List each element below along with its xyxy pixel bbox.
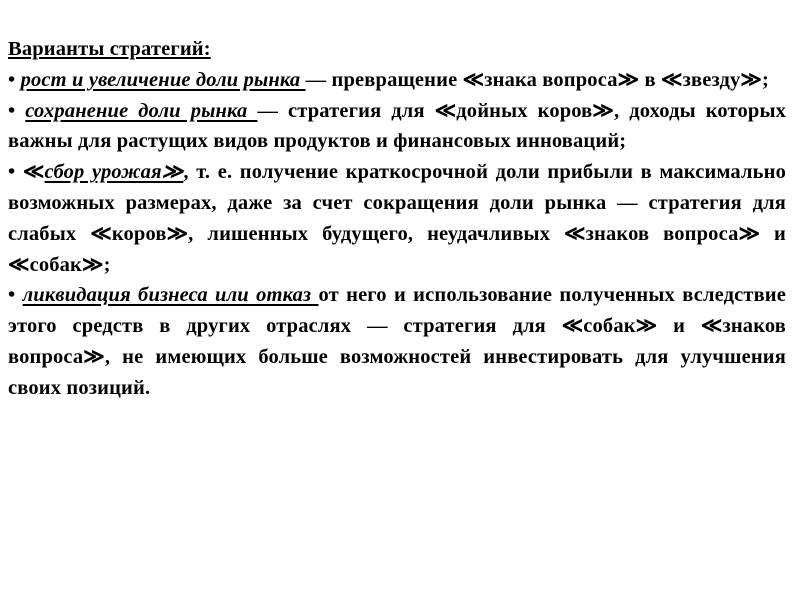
item-text: от него и использование полученных вследствие этого средств в других отраслях — стратегия для ≪собак≫ и ≪знаков вопроса≫, не имеющих больше возможностей инвестировать для улучшения своих позиций. <box>8 284 786 399</box>
bullet-prefix: • ≪ <box>8 161 45 184</box>
underlined-term: рост и увеличение доли рынка <box>20 68 306 91</box>
strategy-text <box>8 34 786 404</box>
list-item <box>8 96 786 158</box>
list-item <box>8 157 786 280</box>
item-text: — стратегия для ≪дойных коров≫, доходы которых важны для растущих видов продуктов и финансовых инноваций; <box>8 99 787 153</box>
heading: Варианты стратегий: <box>8 38 211 60</box>
item-text: — превращение ≪знака вопроса≫ в ≪звезду≫; <box>305 68 769 91</box>
list-item <box>8 65 786 96</box>
underlined-term: ликвидация бизнеса или отказ <box>22 284 319 307</box>
list-item <box>8 280 786 403</box>
item-text: , т. е. получение краткосрочной доли прибыли в максимально возможных размерах, даже за счет сокращения доли рынка — стратегия для слабых ≪коров≫, лишенных будущего, неудачливых ≪знаков вопроса≫ и ≪собак≫; <box>8 161 787 276</box>
bullet-prefix: • <box>8 68 21 91</box>
underlined-term: сохранение доли рынка <box>25 99 258 122</box>
bullet-prefix: • <box>8 99 26 122</box>
underlined-term: сбор урожая≫ <box>44 161 184 184</box>
bullet-prefix: • <box>8 284 23 307</box>
